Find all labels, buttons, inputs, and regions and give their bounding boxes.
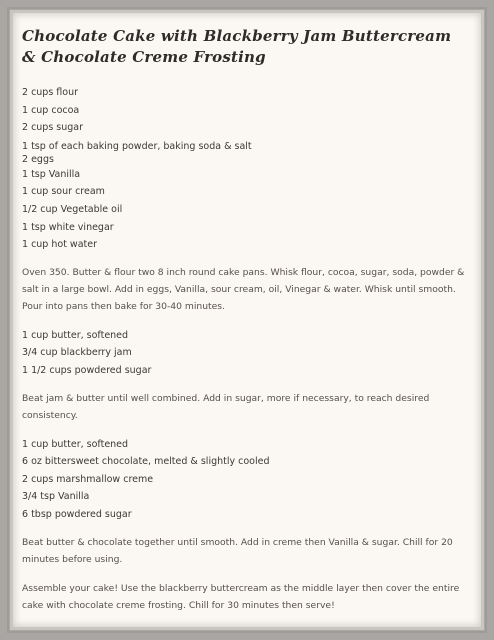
ingredient-item: 1 cup sour cream (22, 186, 105, 198)
cake-ingredient-list (22, 84, 474, 254)
ingredient-item: 1 tsp white vinegar (22, 221, 114, 233)
ingredient-item: 1/2 cup Vegetable oil (22, 203, 123, 215)
ingredient-item: 1 cup butter, softened (22, 329, 129, 341)
ingredient-item: 2 cups flour (22, 87, 79, 98)
buttercream-ingredient-list (22, 327, 474, 380)
ingredient-item: 1 cup butter, softened (22, 438, 129, 450)
frosting-ingredient-list (22, 436, 474, 524)
cake-directions: Oven 350. Butter & flour two 8 inch round cake pans. Whisk flour, cocoa, sugar, soda, powder & salt in a large bowl. Add in eggs, Vanilla, sour cream, oil, Vinegar & water. Whisk until smooth. Pour into pans then bake for 30-40 minutes. (22, 266, 465, 312)
assembly-directions: Assemble your cake! Use the blackberry buttercream as the middle layer then cover the entire cake with chocolate creme frosting. Chill for 30 minutes then serve! (22, 582, 460, 611)
ingredient-item: 6 tbsp powdered sugar (22, 508, 132, 520)
ingredient-item: 1 cup cocoa (22, 104, 80, 116)
ingredient-item: 3/4 tsp Vanilla (22, 491, 90, 503)
ingredient-item: 2 eggs (22, 153, 54, 165)
recipe-title (22, 26, 474, 68)
ingredient-item: 1 1/2 cups powdered sugar (22, 364, 152, 376)
ingredient-item: 3/4 cup blackberry jam (22, 347, 132, 359)
recipe-title-line-1: Chocolate Cake with Blackberry Jam Buttercream (22, 27, 452, 45)
recipe-title-line-2: & Chocolate Creme Frosting (22, 48, 266, 66)
buttercream-directions: Beat jam & butter until well combined. Add in sugar, more if necessary, to reach desired consistency. (22, 392, 430, 421)
frosting-directions: Beat butter & chocolate together until smooth. Add in creme then Vanilla & sugar. Chill for 20 minutes before using. (22, 536, 453, 565)
ingredient-item: 1 cup hot water (22, 239, 98, 251)
ingredient-item: 1 tsp Vanilla (22, 168, 81, 180)
ingredient-item: 6 oz bittersweet chocolate, melted & slightly cooled (22, 456, 270, 468)
ingredient-item: 2 cups marshmallow creme (22, 473, 154, 485)
ingredient-item: 1 tsp of each baking powder, baking soda & salt (22, 140, 252, 152)
recipe-content (22, 26, 474, 626)
ingredient-item: 2 cups sugar (22, 122, 84, 134)
